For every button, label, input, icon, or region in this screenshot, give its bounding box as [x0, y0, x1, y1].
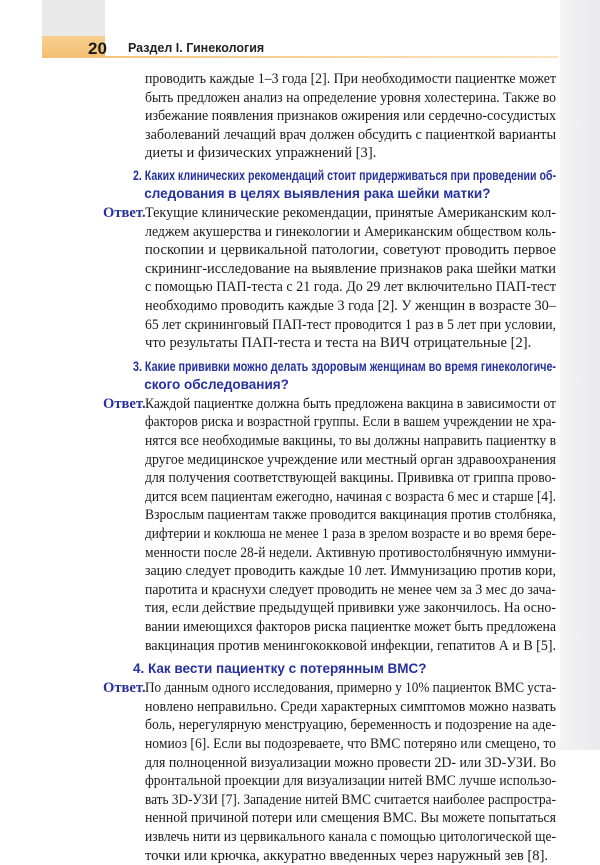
- page-number: 20: [88, 39, 107, 58]
- paragraph: [145, 679, 556, 865]
- text-line: новлено неправильно. Среди характерных симптомов можно назвать: [145, 698, 556, 715]
- paragraph: [145, 395, 556, 655]
- text-line: что результаты ПАП-теста и теста на ВИЧ отрицательные [2].: [145, 335, 532, 352]
- question-line: следования в целях выявления рака шейки матки?: [133, 186, 491, 201]
- text-line: избежание появления признаков ожирения или сердечно-сосудистых: [145, 108, 556, 125]
- text-line: скрининг-исследование на выявление признаков рака шейки матки: [145, 260, 556, 277]
- text-line: тия, если действие предыдущей прививки уже закончилось. На осно-: [145, 600, 556, 617]
- question-line: 4. Как вести пациентку с потерянным ВМС?: [133, 661, 427, 677]
- text-line: леджем акушерства и гинекологии и Американским обществом коль-: [145, 223, 556, 240]
- text-line: паротита и краснухи следует проводить не менее чем за 3 мес до зача-: [145, 581, 556, 598]
- answer-label: Ответ.: [103, 680, 146, 697]
- text-line: поскопии и цервикальной патологии, советуют проводить первое: [145, 242, 556, 259]
- text-line: боль, нерегулярную менструацию, беременность и подозрение на аде-: [145, 717, 556, 734]
- text-line: вакцинация против менингококковой инфекции, гепатитов А и В [5].: [145, 637, 556, 654]
- answer-label: Ответ.: [103, 395, 146, 412]
- text-line: зацию следует проводить каждые 10 лет. Иммунизацию против кори,: [145, 563, 556, 580]
- text-line: нятся все необходимые вакцины, то вы должны направить пациентку в: [145, 432, 556, 449]
- question-line: 3. Какие прививки можно делать здоровым женщинам во время гинекологиче-: [133, 358, 556, 374]
- text-line: с помощью ПАП-теста с 21 года. До 29 лет включительно ПАП-тест: [145, 279, 556, 296]
- text-line: точки или крючка, аккуратно введенных через наружный зев [8].: [145, 847, 549, 864]
- question-line: ского обследования?: [133, 376, 289, 392]
- section-title: Раздел I. Гинекология: [128, 41, 265, 55]
- text-line: извлечь нити из цервикального канала с помощью цитологической ще-: [145, 828, 556, 845]
- text-line: для получения соответствующей вакцины. Прививка от гриппа прово-: [145, 470, 556, 487]
- question-heading: [133, 167, 556, 203]
- text-line: Каждой пациентке должна быть предложена вакцина в зависимости от: [145, 395, 556, 412]
- text-line: номиоз [6]. Если вы подозреваете, что ВМС потеряно или смещено, то: [145, 735, 556, 752]
- text-line: другое медицинское учреждение или местный орган здравоохранения: [145, 451, 556, 468]
- text-line: вании имеющихся факторов риска пациентке может быть предложена: [145, 618, 556, 635]
- text-line: проводить каждые 1–3 года [2]. При необходимости пациентке может: [145, 71, 556, 87]
- answer-label: Ответ.: [103, 205, 146, 221]
- text-line: необходимо проводить каждые 3 года [2]. У женщин в возрасте 30–: [145, 297, 556, 314]
- text-line: Взрослым пациентам также проводится вакцинация против столбняка,: [145, 507, 556, 524]
- text-line: факторов риска и возрастной группы. Если в вашем учреждении не хра-: [145, 414, 556, 431]
- paragraph: [145, 204, 556, 353]
- text-line: дится всем пациентам ежегодно, начиная с возраста 6 мес и старше [4].: [145, 488, 556, 505]
- text-line: По данным одного исследования, примерно у 10% пациенток ВМС уста-: [145, 680, 556, 697]
- text-line: для полноценной визуализации можно провести 2D- или 3D-УЗИ. Во: [145, 754, 556, 771]
- text-line: быть предложен анализ на определение уровня холестерина. Также во: [145, 89, 556, 106]
- text-line: вать 3D-УЗИ [7]. Западение нитей ВМС считается наиболее распростра-: [145, 791, 556, 808]
- question-heading: [133, 358, 556, 394]
- text-line: фронтальной проекции для визуализации нитей ВМС лучше использо-: [145, 773, 556, 790]
- text-line: заболеваний лечащий врач должен обсудить с пациенткой варианты: [145, 126, 556, 143]
- text-line: Текущие клинические рекомендации, принятые Американским кол-: [145, 205, 556, 221]
- text-line: диеты и физических упражнений [3].: [145, 145, 377, 162]
- text-line: 65 лет скрининговый ПАП-тест проводится 1 раз в 5 лет при условии,: [145, 316, 556, 333]
- paragraph: [145, 70, 556, 163]
- text-line: дифтерии и коклюша не менее 1 раза в зрелом возрасте и во время бере-: [145, 525, 556, 542]
- text-line: ненной причиной потери или смещения ВМС. Вы можете попытаться: [145, 810, 556, 827]
- text-line: менности после 28-й недели. Активную противостолбнячную иммуни-: [145, 544, 556, 561]
- question-heading: [133, 660, 556, 678]
- question-line: 2. Каких клинических рекомендаций стоит придерживаться при проведении об-: [133, 168, 556, 183]
